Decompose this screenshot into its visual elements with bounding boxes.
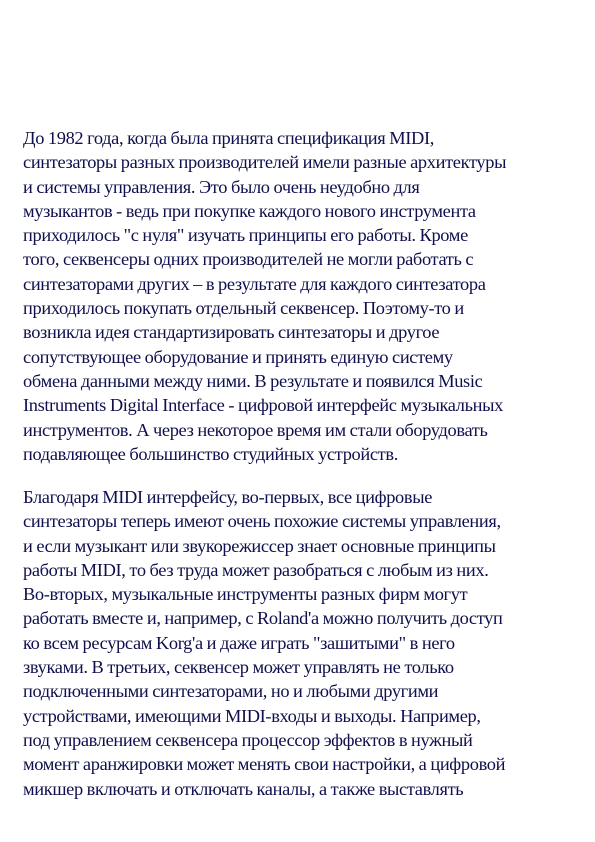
text-line: и если музыкант или звукорежиссер знает основные принципы [23, 535, 496, 556]
text-line: синтезаторами других – в результате для каждого синтезатора [23, 273, 486, 294]
text-line: синтезаторы разных производителей имели разные архитектуры [23, 152, 507, 173]
text-line: ко всем ресурсам Korg'а и даже играть "зашитыми" в него [23, 632, 455, 653]
text-line: подавляющее большинство студийных устройств. [23, 443, 398, 464]
text-line: работы MIDI, то без труда может разобраться с любым из них. [23, 559, 489, 580]
paragraph-midi-benefits [23, 485, 583, 801]
text-line: момент аранжировки может менять свои настройки, а цифровой [23, 754, 506, 775]
text-line: подключенными синтезаторами, но и любыми другими [23, 681, 439, 702]
text-line: устройствами, имеющими MIDI-входы и выходы. Например, [23, 705, 481, 726]
text-line: того, секвенсеры одних производителей не могли работать с [23, 249, 474, 270]
text-line: Благодаря MIDI интерфейсу, во-первых, все цифровые [23, 487, 433, 507]
text-line: инструментов. А через некоторое время им стали оборудовать [23, 419, 488, 440]
text-line: Во-вторых, музыкальные инструменты разных фирм могут [23, 584, 468, 605]
text-line: обмена данными между ними. В результате и появился Music [23, 370, 483, 391]
text-line: под управлением секвенсера процессор эффектов в нужный [23, 729, 473, 750]
text-line: работать вместе и, например, с Roland'а можно получить доступ [23, 608, 503, 629]
text-line: микшер включать и отключать каналы, а также выставлять [23, 778, 464, 799]
text-line: До 1982 года, когда была принята спецификация MIDI, [23, 128, 434, 148]
text-line: музыкантов - ведь при покупке каждого нового инструмента [23, 200, 476, 221]
text-line: синтезаторы теперь имеют очень похожие системы управления, [23, 511, 501, 532]
text-line: и системы управления. Это было очень неудобно для [23, 176, 420, 197]
text-line: приходилось покупать отдельный секвенсер. Поэтому-то и [23, 298, 464, 319]
text-line: приходилось "с нуля" изучать принципы его работы. Кроме [23, 225, 468, 246]
paragraph-midi-history [23, 126, 583, 466]
text-line: Instruments Digital Interface - цифровой интерфейс музыкальных [23, 395, 503, 416]
text-line: звуками. В третьих, секвенсер может управлять не только [23, 657, 454, 678]
text-line: сопутствующее оборудование и принять единую систему [23, 346, 453, 367]
text-line: возникла идея стандартизировать синтезаторы и другое [23, 322, 440, 343]
